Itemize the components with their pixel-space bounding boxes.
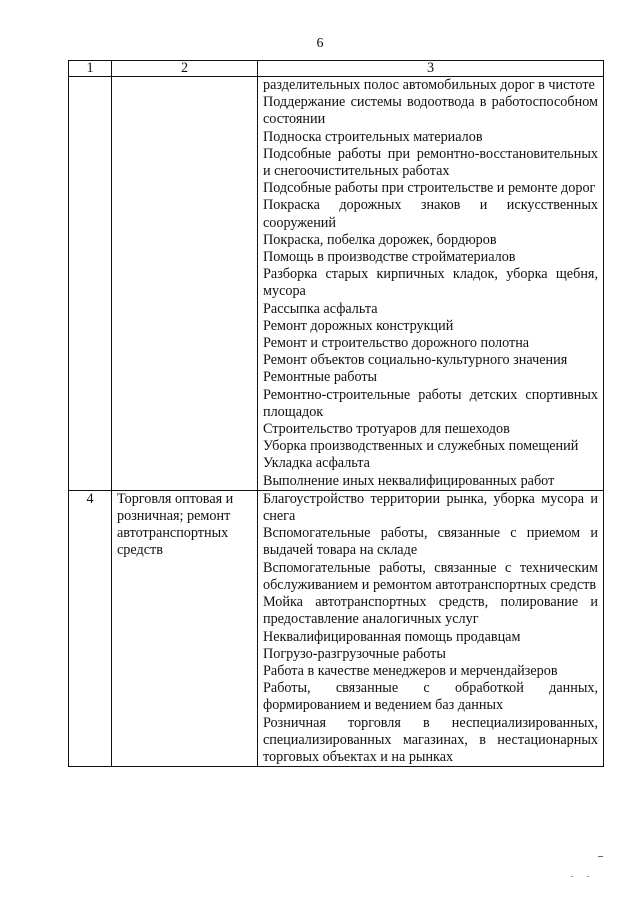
header-col-1: 1 (69, 61, 112, 77)
list-item: Вспомогательные работы, связанные с приемом и выдачей товара на складе (263, 525, 598, 559)
list-item: Ремонт объектов социально-культурного значения (263, 352, 568, 369)
scan-mark (598, 856, 603, 857)
list-item: Подсобные работы при строительстве и ремонте дорог (263, 180, 596, 197)
list-item: Благоустройство территории рынка, уборка мусора и снега (263, 490, 598, 525)
list-item: Работы, связанные с обработкой данных, формированием и ведением баз данных (263, 680, 598, 714)
list-item: Покраска дорожных знаков и искусственных сооружений (263, 197, 598, 231)
list-item: Укладка асфальта (263, 455, 370, 472)
row-number (69, 77, 112, 491)
row-category (112, 77, 258, 491)
list-item: Рассыпка асфальта (263, 300, 378, 317)
scan-mark (587, 876, 589, 877)
header-col-2: 2 (112, 61, 258, 77)
list-item: Помощь в производстве стройматериалов (263, 249, 516, 266)
list-item: разделительных полос автомобильных дорог в чистоте (263, 77, 595, 93)
table-header-row (69, 61, 604, 77)
row-items (258, 77, 604, 491)
list-item: Строительство тротуаров для пешеходов (263, 421, 510, 438)
activities-table (68, 60, 604, 767)
list-item: Неквалифицированная помощь продавцам (263, 628, 521, 645)
list-item: Подсобные работы при ремонтно-восстановительных и снегоочистительных работах (263, 145, 598, 180)
list-item: Ремонтно-строительные работы детских спортивных площадок (263, 386, 598, 420)
list-item: Погрузо-разгрузочные работы (263, 645, 446, 662)
scan-mark (571, 876, 573, 877)
header-col-3: 3 (258, 61, 604, 77)
list-item: Мойка автотранспортных средств, полирование и предоставление аналогичных услуг (263, 594, 598, 628)
table-row (69, 77, 604, 491)
list-item: Ремонт и строительство дорожного полотна (263, 335, 530, 352)
list-item: Ремонтные работы (263, 369, 378, 386)
list-item: Поддержание системы водоотвода в работоспособном состоянии (263, 94, 598, 128)
list-item: Разборка старых кирпичных кладок, уборка щебня, мусора (263, 266, 598, 300)
list-item: Вспомогательные работы, связанные с техническим обслуживанием и ремонтом автотранспортных средств (263, 559, 598, 593)
list-item: Ремонт дорожных конструкций (263, 317, 454, 334)
list-item: Уборка производственных и служебных помещений (263, 438, 579, 455)
row-number: 4 (69, 490, 112, 766)
list-item: Выполнение иных неквалифицированных работ (263, 472, 555, 489)
list-item: Подноска строительных материалов (263, 128, 483, 145)
list-item: Покраска, побелка дорожек, бордюров (263, 231, 497, 248)
row-category: Торговля оптовая и розничная; ремонт автотранспортных средств (112, 490, 258, 766)
row-items (258, 490, 604, 766)
page-number: 6 (316, 36, 324, 51)
table-row (69, 490, 604, 766)
list-item: Розничная торговля в неспециализированных, специализированных магазинах, в нестационарных торговых объектах и на рынках (263, 714, 598, 765)
list-item: Работа в качестве менеджеров и мерчендайзеров (263, 662, 558, 679)
